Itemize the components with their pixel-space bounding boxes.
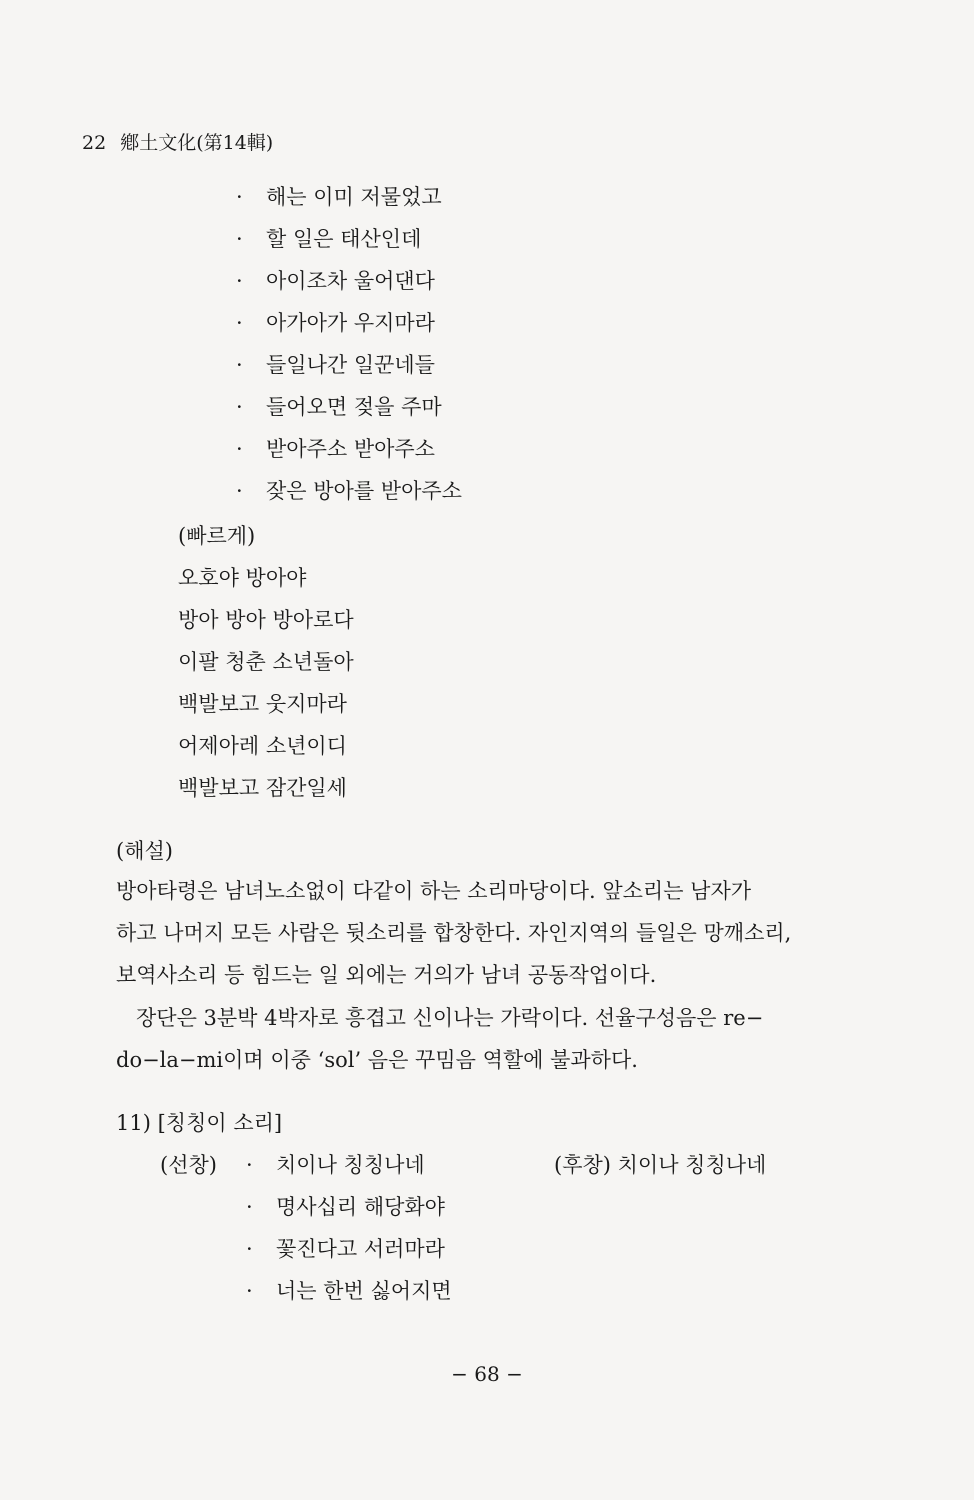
header-title: 鄕土文化(第14輯) [120,132,274,154]
song-line: · 꽃진다고 서러마라 [246,1237,445,1261]
song-line: · 아가아가 우지마라 [236,311,435,335]
song-line: · 할 일은 태산인데 [236,227,422,251]
response-line: (후창) 치이나 칭칭나네 [554,1153,767,1177]
commentary-text: 보역사소리 등 힘드는 일 외에는 거의가 남녀 공동작업이다. [116,963,657,987]
commentary-text: 장단은 3분박 4박자로 흥겹고 신이나는 가락이다. 선율구성음은 re− [136,1006,764,1030]
song-line: · 받아주소 받아주소 [236,437,435,461]
song-line: · 치이나 칭칭나네 [246,1153,425,1177]
header-page-number: 22 [82,132,107,154]
song-line: · 아이조차 울어댄다 [236,269,435,293]
song-line: 방아 방아 방아로다 [178,608,354,632]
commentary-text: do−la−mi이며 이중 ‘sol’ 음은 꾸밈음 역할에 불과하다. [116,1048,638,1072]
lead-label: (선창) [160,1153,217,1177]
song-line: · 명사십리 해당화야 [246,1195,445,1219]
song-line: 이팔 청춘 소년돌아 [178,650,354,674]
song-line: · 잦은 방아를 받아주소 [236,479,462,503]
song-line: 백발보고 웃지마라 [178,692,347,716]
tempo-label: (빠르게) [178,524,256,548]
song-line: · 들어오면 젖을 주마 [236,395,442,419]
commentary-text: 하고 나머지 모든 사람은 뒷소리를 합창한다. 자인지역의 들일은 망깨소리, [116,921,792,945]
song-line: 어제아레 소년이디 [178,734,347,758]
page-number: − 68 − [451,1362,523,1386]
song-line: 백발보고 잠간일세 [178,776,347,800]
song-line: · 너는 한번 싫어지면 [246,1279,452,1303]
section-title: 11) [칭칭이 소리] [116,1111,283,1135]
running-header [82,134,273,153]
commentary-text: 방아타령은 남녀노소없이 다같이 하는 소리마당이다. 앞소리는 남자가 [116,879,752,903]
song-line: · 들일나간 일꾼네들 [236,353,435,377]
song-line: 오호야 방아야 [178,566,307,590]
song-line: · 해는 이미 저물었고 [236,185,442,209]
commentary-label: (해설) [116,839,173,863]
